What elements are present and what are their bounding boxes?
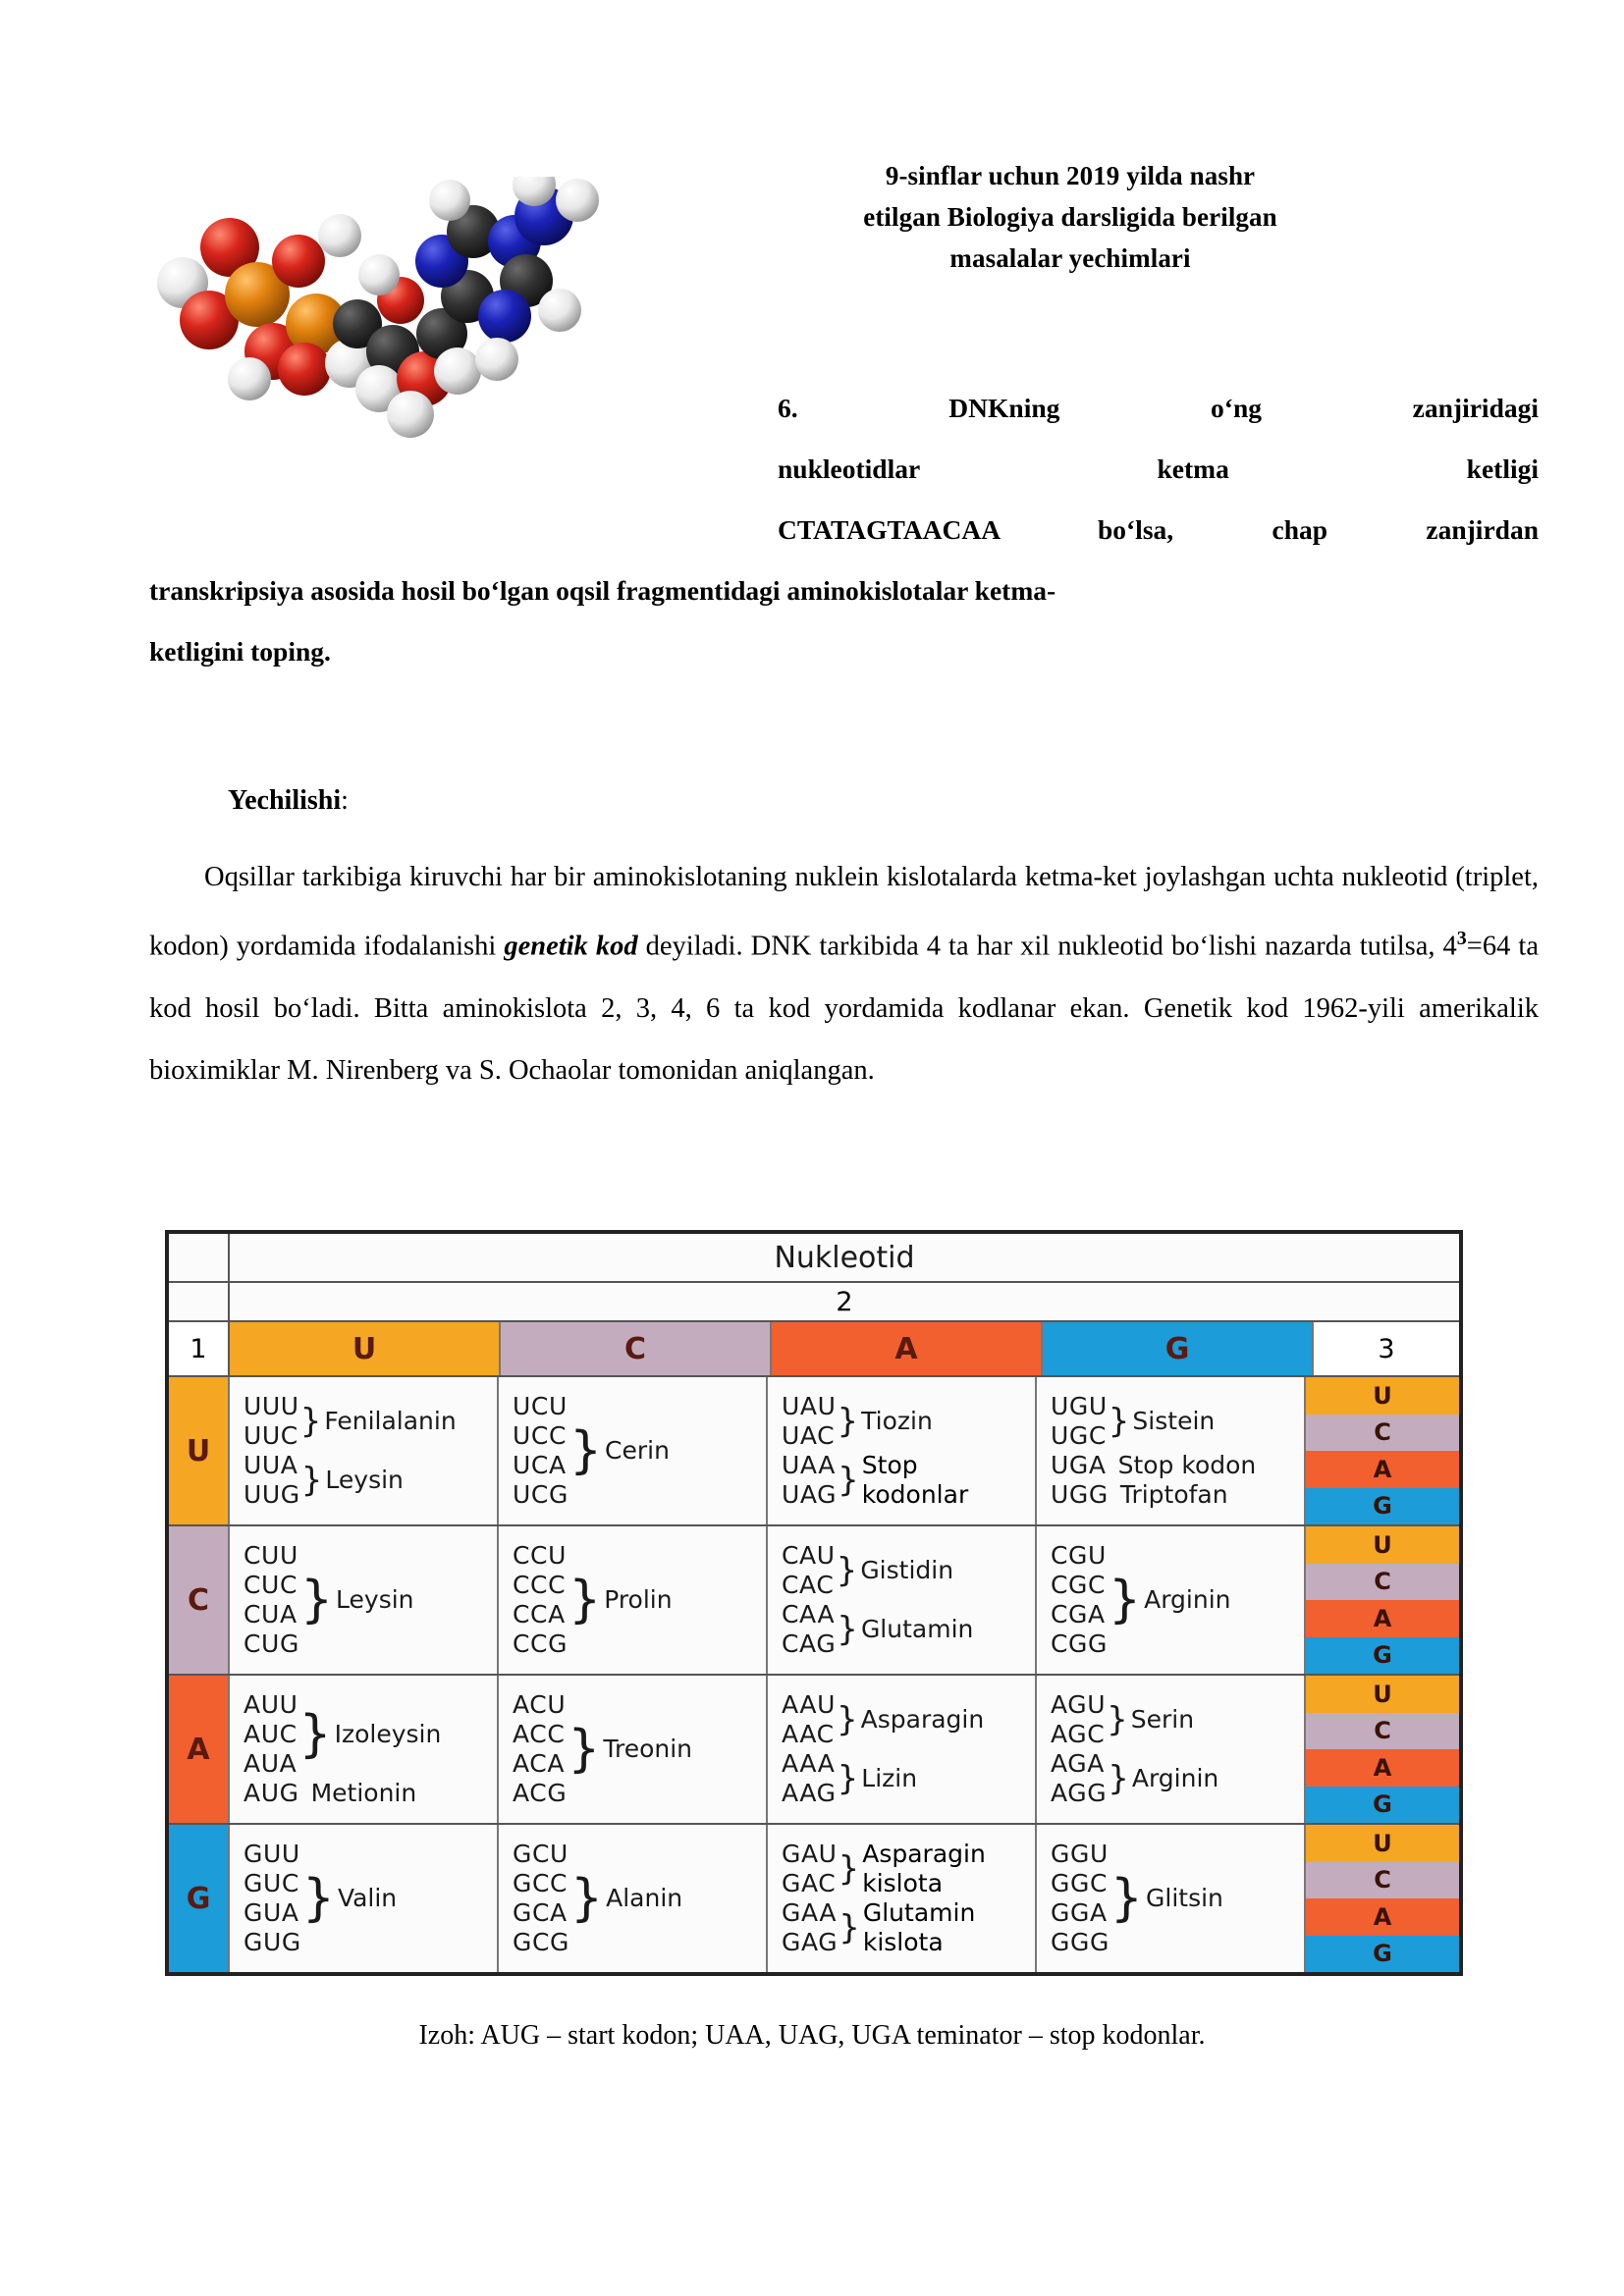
codon: AAC — [782, 1720, 835, 1748]
third-nucleotide-column — [1306, 1377, 1459, 1524]
codon-list — [1051, 1451, 1107, 1480]
codon: ACU — [513, 1690, 567, 1719]
codon: GGU — [1051, 1840, 1109, 1868]
codon-group — [244, 1779, 497, 1808]
codon: UGA — [1051, 1451, 1107, 1479]
brace-icon: } — [298, 1705, 332, 1764]
amino-acid-line: kislota — [862, 1869, 944, 1897]
codon: AGU — [1051, 1690, 1107, 1719]
row-label-a: A — [169, 1676, 230, 1823]
codon: AGG — [1051, 1779, 1108, 1807]
codon: UUC — [244, 1421, 298, 1450]
column-header-u: U — [230, 1322, 501, 1375]
column-header-a: A — [772, 1322, 1043, 1375]
amino-acid-label: Stop kodon — [1117, 1451, 1257, 1479]
codon-group — [1051, 1840, 1304, 1957]
codon-group — [782, 1749, 1035, 1808]
amino-acid-label: Triptofan — [1119, 1480, 1228, 1509]
codon-cell-c-g — [1037, 1526, 1306, 1674]
codon: CCG — [513, 1629, 568, 1658]
codon-group — [782, 1541, 1035, 1600]
codon-group — [513, 1840, 766, 1957]
problem-line-2: nukleotidlar ketma ketligi — [778, 454, 1539, 484]
third-letter-u: U — [1306, 1377, 1459, 1415]
codon-cell-g-g — [1037, 1825, 1306, 1972]
brace-icon: } — [839, 1908, 860, 1948]
amino-acid-label: Prolin — [604, 1585, 673, 1614]
codon: UCG — [513, 1480, 568, 1509]
codon: CCC — [513, 1571, 567, 1599]
codon: GAC — [782, 1869, 837, 1897]
amino-acid-label: Leysin — [325, 1466, 404, 1494]
codon-cell-u-a — [768, 1377, 1037, 1524]
codon: AAU — [782, 1690, 836, 1719]
table-column-header-row — [169, 1322, 1459, 1377]
amino-acid-label: Gistidin — [860, 1556, 954, 1584]
codon: AUG — [244, 1779, 299, 1807]
amino-acid-label: Metionin — [310, 1779, 417, 1807]
codon: GGG — [1051, 1928, 1110, 1956]
codon: AUU — [244, 1690, 298, 1719]
codon: GAA — [782, 1898, 838, 1927]
codon: CGA — [1051, 1600, 1106, 1629]
codon-list — [244, 1451, 300, 1510]
codon: ACG — [513, 1779, 568, 1807]
codon-list — [782, 1541, 836, 1600]
second-nucleotide-label: 2 — [836, 1286, 853, 1317]
problem-statement — [149, 378, 1539, 682]
brace-icon: } — [1108, 1759, 1129, 1798]
codon-group — [782, 1690, 1035, 1749]
codon-group — [244, 1392, 497, 1451]
codon: CUC — [244, 1571, 298, 1599]
table-title: Nukleotid — [774, 1240, 915, 1275]
table-second-axis-row — [169, 1283, 1459, 1322]
solution-superscript: 3 — [1456, 928, 1467, 949]
codon: UAU — [782, 1392, 837, 1420]
codon-group — [782, 1451, 1035, 1510]
codon: UUG — [244, 1480, 300, 1509]
third-letter-g: G — [1306, 1637, 1459, 1675]
codon: CGU — [1051, 1541, 1107, 1570]
row-label-u: U — [169, 1377, 230, 1524]
brace-icon: } — [568, 1720, 601, 1779]
third-letter-c: C — [1306, 1415, 1459, 1452]
table-row — [169, 1676, 1459, 1825]
codon: AUC — [244, 1720, 298, 1748]
brace-icon: } — [1107, 1700, 1128, 1739]
solution-heading-colon: : — [341, 785, 349, 816]
amino-acid-label: Asparagin — [860, 1705, 985, 1734]
third-letter-u: U — [1306, 1825, 1459, 1862]
codon: CAC — [782, 1571, 835, 1599]
third-letter-u: U — [1306, 1526, 1459, 1564]
codon: CAU — [782, 1541, 836, 1570]
codon-list — [782, 1749, 837, 1808]
codon: GGA — [1051, 1898, 1108, 1927]
codon-list — [244, 1779, 299, 1808]
codon-list — [244, 1840, 301, 1957]
codon-cell-u-u — [230, 1377, 499, 1524]
amino-acid-label: Arginin — [1144, 1585, 1231, 1614]
codon-list — [244, 1392, 299, 1451]
amino-acid-line: Stop — [861, 1451, 918, 1479]
codon: CAA — [782, 1600, 836, 1629]
codon-group — [782, 1392, 1035, 1451]
codon-cell-g-u — [230, 1825, 499, 1972]
codon: UGC — [1051, 1421, 1107, 1450]
third-letter-g: G — [1306, 1936, 1459, 1973]
amino-acid-label: Alanin — [606, 1884, 683, 1912]
codon-list — [1051, 1690, 1106, 1749]
brace-icon: } — [838, 1849, 860, 1889]
codon-cell-c-u — [230, 1526, 499, 1674]
solution-paragraph — [149, 846, 1539, 1101]
amino-acid-label: Fenilalanin — [324, 1407, 457, 1435]
codon: GUU — [244, 1840, 300, 1868]
brace-icon: } — [1109, 1571, 1142, 1629]
amino-acid-label: Sistein — [1132, 1407, 1216, 1435]
codon-group — [513, 1392, 766, 1510]
problem-line-1-text: DNKning o‘ng zanjiridagi — [948, 393, 1539, 423]
codon-list — [244, 1541, 299, 1659]
codon-cell-c-c — [499, 1526, 768, 1674]
codon-list — [513, 1840, 569, 1957]
title-line-1: 9-sinflar uchun 2019 yilda nashr — [885, 161, 1256, 190]
brace-icon: } — [299, 1402, 322, 1441]
codon-list — [1051, 1749, 1107, 1808]
third-letter-a: A — [1306, 1451, 1459, 1488]
amino-acid-label — [862, 1451, 968, 1510]
solution-text-a: Oqsillar tarkibiga kiruvchi har bir aminokislotaning nuklein kislotalarda ketma-ket joylashgan uchta nukleotid (triplet, kodon) yordamida ifodalanishi — [149, 862, 1539, 962]
codon-list — [513, 1690, 567, 1808]
codon-cell-g-a — [768, 1825, 1037, 1972]
codon: GCA — [513, 1898, 568, 1927]
table-row — [169, 1526, 1459, 1676]
codon-group — [244, 1451, 497, 1510]
table-caption: Izoh: AUG – start kodon; UAA, UAG, UGA teminator – stop kodonlar. — [418, 2020, 1206, 2051]
codon: AGC — [1051, 1720, 1106, 1748]
solution-emphasis: genetik kod — [504, 931, 638, 962]
codon-group — [244, 1840, 497, 1957]
codon-group — [244, 1541, 497, 1659]
codon-group — [1051, 1392, 1304, 1451]
amino-acid-label: Serin — [1130, 1705, 1195, 1734]
column-header-c: C — [501, 1322, 772, 1375]
codon: UGU — [1051, 1392, 1108, 1420]
codon-cell-a-c — [499, 1676, 768, 1823]
codon-cell-g-c — [499, 1825, 768, 1972]
third-nucleotide-column — [1306, 1825, 1459, 1972]
amino-acid-line: Glutamin — [862, 1898, 976, 1927]
brace-icon: } — [568, 1421, 603, 1480]
third-letter-g: G — [1306, 1488, 1459, 1525]
third-nucleotide-column — [1306, 1676, 1459, 1823]
codon: ACC — [513, 1720, 566, 1748]
codon-group — [1051, 1480, 1304, 1510]
codon: CGC — [1051, 1571, 1107, 1599]
codon: UAC — [782, 1421, 836, 1450]
codon-group — [244, 1690, 497, 1779]
amino-acid-label: Tiozin — [861, 1407, 933, 1435]
brace-icon: } — [1110, 1869, 1144, 1928]
row-label-c: C — [169, 1526, 230, 1674]
codon-list — [244, 1690, 298, 1779]
codon-group — [1051, 1451, 1304, 1480]
title-line-3: masalalar yechimlari — [949, 243, 1191, 273]
codon: AUA — [244, 1749, 298, 1778]
second-axis-spacer — [169, 1283, 230, 1320]
codon-cell-a-a — [768, 1676, 1037, 1823]
third-letter-c: C — [1306, 1713, 1459, 1750]
problem-line-5: ketligini toping. — [149, 636, 331, 667]
amino-acid-label: Cerin — [605, 1436, 670, 1465]
codon-group — [782, 1898, 1035, 1957]
amino-acid-label: Treonin — [603, 1735, 693, 1763]
codon: CCU — [513, 1541, 568, 1570]
codon-list — [1051, 1480, 1109, 1510]
codon-cell-a-g — [1037, 1676, 1306, 1823]
brace-icon: } — [838, 1461, 859, 1500]
codon-group — [1051, 1749, 1304, 1808]
codon-group — [513, 1690, 766, 1808]
brace-icon: } — [570, 1869, 604, 1928]
third-letter-a: A — [1306, 1600, 1459, 1637]
third-nucleotide-label: 3 — [1314, 1322, 1459, 1375]
codon-list — [513, 1392, 568, 1510]
third-letter-g: G — [1306, 1787, 1459, 1824]
brace-icon: } — [1108, 1402, 1130, 1441]
codon: UCU — [513, 1392, 568, 1420]
amino-acid-line: Asparagin — [862, 1840, 986, 1868]
amino-acid-label: Arginin — [1131, 1764, 1219, 1792]
third-letter-a: A — [1306, 1749, 1459, 1787]
page-title — [776, 155, 1365, 279]
problem-line-3: CTATAGTAACAA bo‘lsa, chap zanjirdan — [778, 514, 1539, 545]
codon: CUU — [244, 1541, 298, 1570]
codon: GCC — [513, 1869, 568, 1897]
codon-group — [1051, 1690, 1304, 1749]
amino-acid-label: Leysin — [336, 1585, 414, 1614]
codon: GUC — [244, 1869, 299, 1897]
solution-heading — [228, 785, 349, 817]
amino-acid-label: Glutamin — [860, 1615, 974, 1643]
codon: UCA — [513, 1451, 567, 1479]
first-nucleotide-label: 1 — [169, 1322, 230, 1375]
codon: CUA — [244, 1600, 298, 1629]
codon: UGG — [1051, 1480, 1109, 1509]
codon-list — [782, 1451, 837, 1510]
brace-icon: } — [836, 1551, 858, 1590]
codon: CCA — [513, 1600, 566, 1629]
codon: UAG — [782, 1480, 838, 1509]
solution-heading-text: Yechilishi — [228, 785, 342, 816]
codon-list — [782, 1690, 836, 1749]
third-letter-c: C — [1306, 1862, 1459, 1899]
codon: AAA — [782, 1749, 836, 1778]
codon: GUG — [244, 1928, 301, 1956]
codon: UCC — [513, 1421, 568, 1450]
codon: ACA — [513, 1749, 566, 1778]
codon-list — [1051, 1541, 1108, 1659]
codon-list — [513, 1541, 568, 1659]
amino-acid-label: Izoleysin — [334, 1720, 442, 1748]
codon-group — [1051, 1541, 1304, 1659]
brace-icon: } — [837, 1759, 859, 1798]
codon: CUG — [244, 1629, 299, 1658]
codon-group — [513, 1541, 766, 1659]
title-line-2: etilgan Biologiya darsligida berilgan — [863, 202, 1277, 232]
amino-acid-line: kislota — [862, 1928, 944, 1956]
codon-list — [782, 1392, 837, 1451]
problem-number: 6. — [778, 393, 798, 423]
title-row-spacer — [169, 1234, 230, 1281]
amino-acid-label: Glitsin — [1146, 1884, 1223, 1912]
codon: AAG — [782, 1779, 837, 1807]
amino-acid-line: kodonlar — [861, 1480, 969, 1509]
codon: UUU — [244, 1392, 299, 1420]
codon-list — [782, 1600, 836, 1659]
table-row — [169, 1377, 1459, 1526]
table-row — [169, 1825, 1459, 1972]
amino-acid-label: Valin — [337, 1884, 398, 1912]
codon-list — [782, 1898, 838, 1957]
table-body — [169, 1377, 1459, 1972]
codon: UAA — [782, 1451, 836, 1479]
table-title-row — [169, 1234, 1459, 1283]
codon: CGG — [1051, 1629, 1109, 1658]
brace-icon: } — [299, 1571, 334, 1629]
brace-icon: } — [300, 1461, 323, 1500]
codon-group — [782, 1840, 1035, 1898]
column-header-g: G — [1043, 1322, 1314, 1375]
codon: CAG — [782, 1629, 837, 1658]
codon: GCU — [513, 1840, 568, 1868]
brace-icon: } — [837, 1700, 858, 1739]
third-letter-a: A — [1306, 1898, 1459, 1936]
brace-icon: } — [568, 1571, 602, 1629]
codon: GAU — [782, 1840, 838, 1868]
problem-line-4: transkripsiya asosida hosil bo‘lgan oqsil fragmentidagi aminokislotalar ketma- — [149, 575, 1056, 606]
codon: GGC — [1051, 1869, 1109, 1897]
third-letter-c: C — [1306, 1564, 1459, 1601]
codon-list — [1051, 1840, 1110, 1957]
codon-cell-a-u — [230, 1676, 499, 1823]
codon: GUA — [244, 1898, 299, 1927]
brace-icon: } — [837, 1402, 859, 1441]
codon: GAG — [782, 1928, 839, 1956]
problem-line-1 — [778, 378, 1539, 439]
third-nucleotide-column — [1306, 1526, 1459, 1674]
brace-icon: } — [301, 1869, 335, 1928]
brace-icon: } — [837, 1610, 858, 1649]
codon-group — [782, 1600, 1035, 1659]
solution-body — [149, 846, 1539, 1101]
codon: GCG — [513, 1928, 570, 1956]
codon: UUA — [244, 1451, 298, 1479]
codon: AGA — [1051, 1749, 1105, 1778]
codon-cell-u-c — [499, 1377, 768, 1524]
amino-acid-label — [863, 1898, 975, 1957]
amino-acid-label — [862, 1840, 986, 1898]
codon-list — [782, 1840, 838, 1898]
genetic-code-table — [165, 1230, 1463, 1976]
codon-cell-c-a — [768, 1526, 1037, 1674]
row-label-g: G — [169, 1825, 230, 1972]
amino-acid-label: Lizin — [861, 1764, 918, 1792]
solution-text-c: =64 ta kod hosil bo‘ladi. Bitta aminokislota 2, 3, 4, 6 ta kod yordamida kodlanar ekan. Genetik kod 1962-yili amerikalik bioximiklar M. Nirenberg va S. Ochaolar tomonidan aniqlangan. — [149, 931, 1539, 1086]
third-letter-u: U — [1306, 1676, 1459, 1713]
codon-list — [1051, 1392, 1108, 1451]
solution-text-b: deyiladi. DNK tarkibida 4 ta har xil nukleotid bo‘lishi nazarda tutilsa, 4 — [637, 931, 1457, 962]
codon-cell-u-g — [1037, 1377, 1306, 1524]
